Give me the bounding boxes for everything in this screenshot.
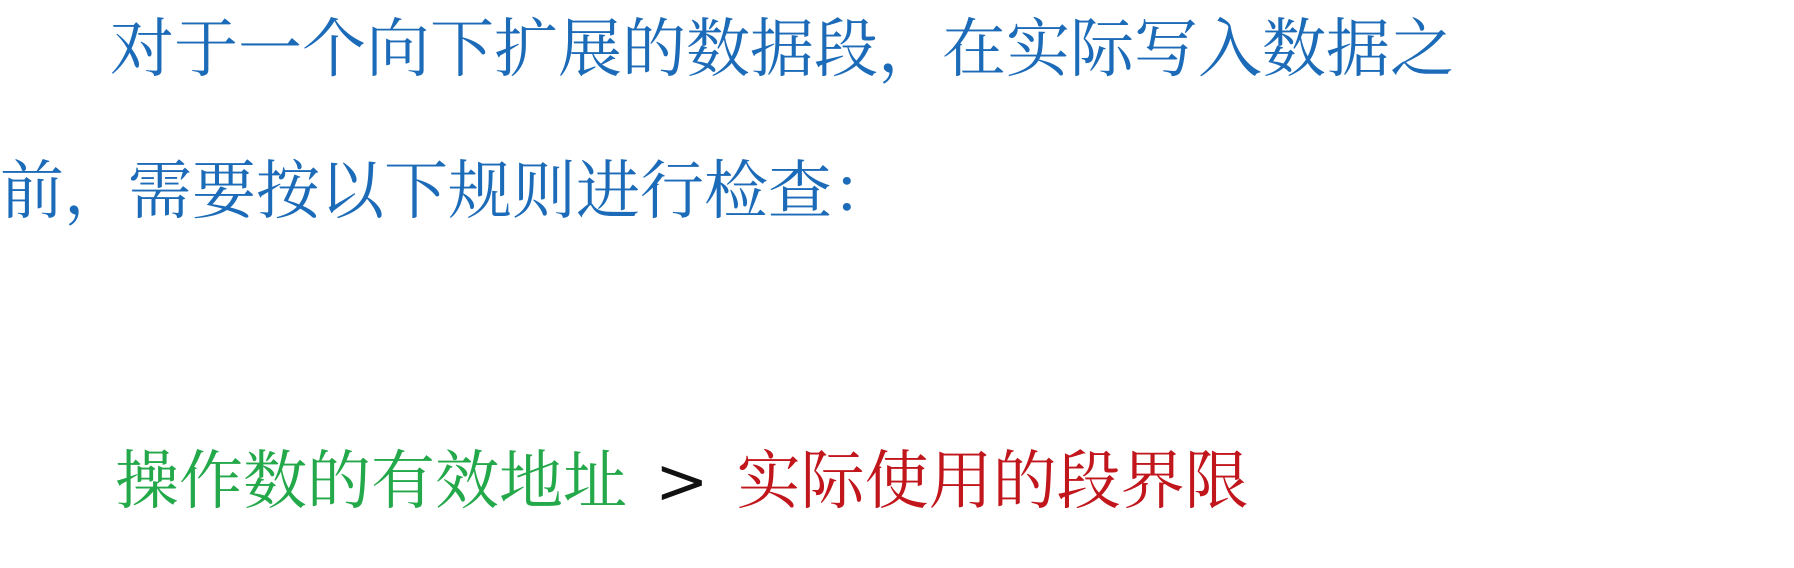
rule-operator: > — [655, 445, 709, 519]
rule-left-operand: 操作数的有效地址 — [115, 445, 627, 519]
check-rule — [115, 445, 1249, 519]
paragraph-line-2: 前，需要按以下规则进行检查： — [0, 155, 896, 229]
rule-right-operand: 实际使用的段界限 — [736, 445, 1249, 519]
paragraph-line-1: 对于一个向下扩展的数据段，在实际写入数据之 — [110, 13, 1454, 87]
